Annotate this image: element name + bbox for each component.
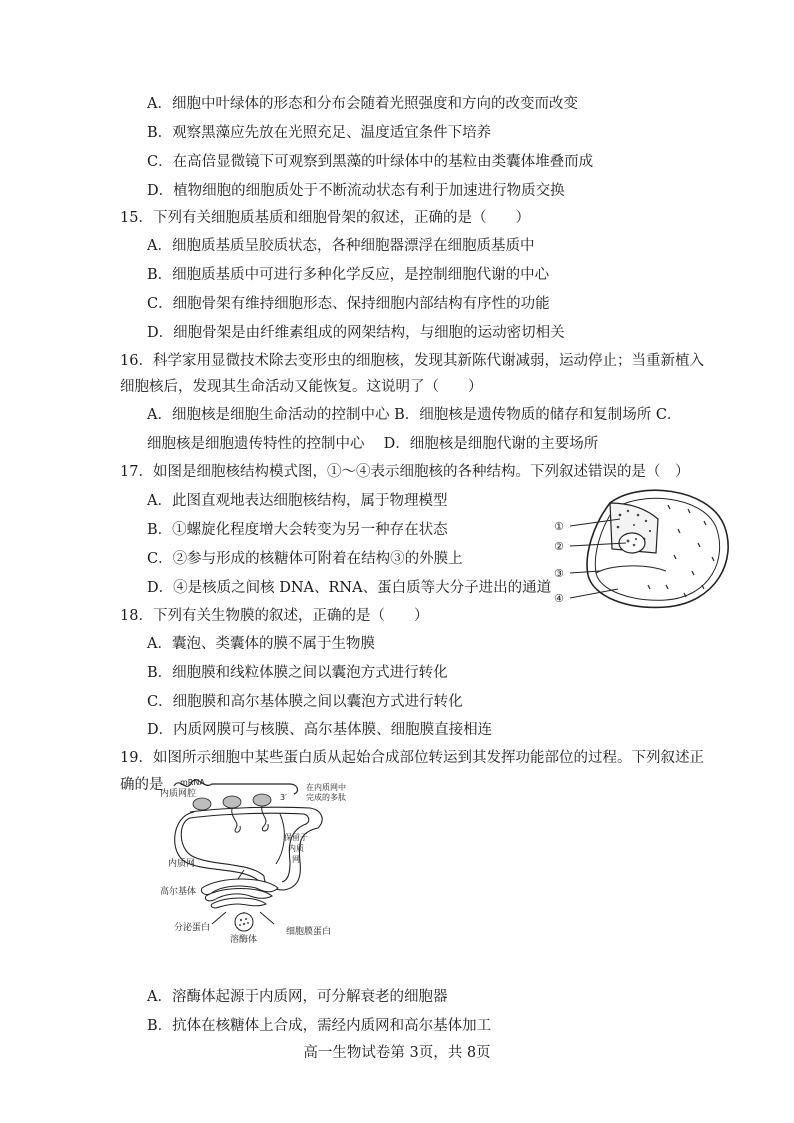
retained-in-er-label-3: 网 xyxy=(292,855,300,864)
q17-option-a: A．此图直观地表达细胞核结构，属于物理模型 xyxy=(147,493,448,509)
protein-transport-figure xyxy=(160,772,360,944)
q16-stem-line2: 细胞核后，发现其生命活动又能恢复。这说明了（ ） xyxy=(120,379,483,395)
q15-option-a: A．细胞质基质呈胶质状态，各种细胞器漂浮在细胞质基质中 xyxy=(147,238,535,254)
q14-option-a: A．细胞中叶绿体的形态和分布会随着光照强度和方向的改变而改变 xyxy=(147,96,578,112)
er-lumen-label: 内质网腔 xyxy=(160,789,197,799)
q19-stem-line2: 确的是 xyxy=(120,777,164,793)
q16-options-line1: A．细胞核是细胞生命活动的控制中心 B．细胞核是遗传物质的储存和复制场所 C． xyxy=(147,407,682,423)
q14-option-d: D．植物细胞的细胞质处于不断流动状态有利于加速进行物质交换 xyxy=(147,183,565,199)
q17-option-b: B．①螺旋化程度增大会转变为另一种存在状态 xyxy=(147,522,448,538)
q14-option-c: C．在高倍显微镜下可观察到黑藻的叶绿体中的基粒由类囊体堆叠而成 xyxy=(147,154,594,170)
q18-stem: 18．下列有关生物膜的叙述，正确的是（ ） xyxy=(120,608,429,624)
retained-in-er-label-1: 保留于 xyxy=(284,833,308,842)
nucleus-label-2: ② xyxy=(554,540,564,553)
mrna-label: mRNA xyxy=(180,778,205,787)
nucleus-label-1: ① xyxy=(554,520,564,533)
completed-polypeptide-label-2: 完成的多肽 xyxy=(306,793,346,802)
completed-polypeptide-label-1: 在内质网中 xyxy=(306,783,346,792)
q19-stem-line1: 19．如图所示细胞中某些蛋白质从起始合成部位转运到其发挥功能部位的过程。下列叙述正 xyxy=(120,750,704,766)
retained-in-er-label-2: 内质 xyxy=(288,844,304,853)
q15-option-b: B．细胞质基质中可进行多种化学反应，是控制细胞代谢的中心 xyxy=(147,267,550,283)
q15-option-c: C．细胞骨架有维持细胞形态、保持细胞内部结构有序性的功能 xyxy=(147,296,550,312)
nucleus-structure-figure xyxy=(548,485,734,613)
secretory-protein-label: 分泌蛋白 xyxy=(174,923,211,933)
lysosome-label: 溶酶体 xyxy=(230,935,258,944)
nucleus-label-3: ③ xyxy=(554,567,564,580)
er-label: 内质网 xyxy=(168,859,196,869)
q15-option-d: D．细胞骨架是由纤维素组成的网架结构，与细胞的运动密切相关 xyxy=(147,325,565,341)
nucleus-label-4: ④ xyxy=(554,592,564,605)
q16-options-line2: 细胞核是细胞遗传特性的控制中心 D．细胞核是细胞代谢的主要场所 xyxy=(147,436,599,452)
golgi-label: 高尔基体 xyxy=(160,887,197,897)
q17-option-c: C．②参与形成的核糖体可附着在结构③的外膜上 xyxy=(147,551,463,567)
q17-stem: 17．如图是细胞核结构模式图，①～④表示细胞核的各种结构。下列叙述错误的是（ ） xyxy=(120,464,690,480)
three-prime-label: 3′ xyxy=(280,793,287,802)
q18-option-a: A．囊泡、类囊体的膜不属于生物膜 xyxy=(147,636,375,652)
q14-option-b: B．观察黑藻应先放在光照充足、温度适宜条件下培养 xyxy=(147,125,492,141)
q18-option-d: D．内质网膜可与核膜、高尔基体膜、细胞膜直接相连 xyxy=(147,722,493,738)
q19-option-a: A．溶酶体起源于内质网，可分解衰老的细胞器 xyxy=(147,989,448,1005)
page-footer: 高一生物试卷第 3页，共 8页 xyxy=(303,1045,491,1061)
q18-option-c: C．细胞膜和高尔基体膜之间以囊泡方式进行转化 xyxy=(147,694,463,710)
q19-option-b: B．抗体在核糖体上合成，需经内质网和高尔基体加工 xyxy=(147,1018,492,1034)
membrane-protein-label: 细胞膜蛋白 xyxy=(286,927,332,937)
q15-stem: 15．下列有关细胞质基质和细胞骨架的叙述，正确的是（ ） xyxy=(120,210,530,226)
q17-option-d: D．④是核质之间核 DNA、RNA、蛋白质等大分子进出的通道 xyxy=(147,580,552,596)
q16-stem-line1: 16．科学家用显微技术除去变形虫的细胞核，发现其新陈代谢减弱，运动停止；当重新植入 xyxy=(120,353,704,369)
q18-option-b: B．细胞膜和线粒体膜之间以囊泡方式进行转化 xyxy=(147,665,448,681)
